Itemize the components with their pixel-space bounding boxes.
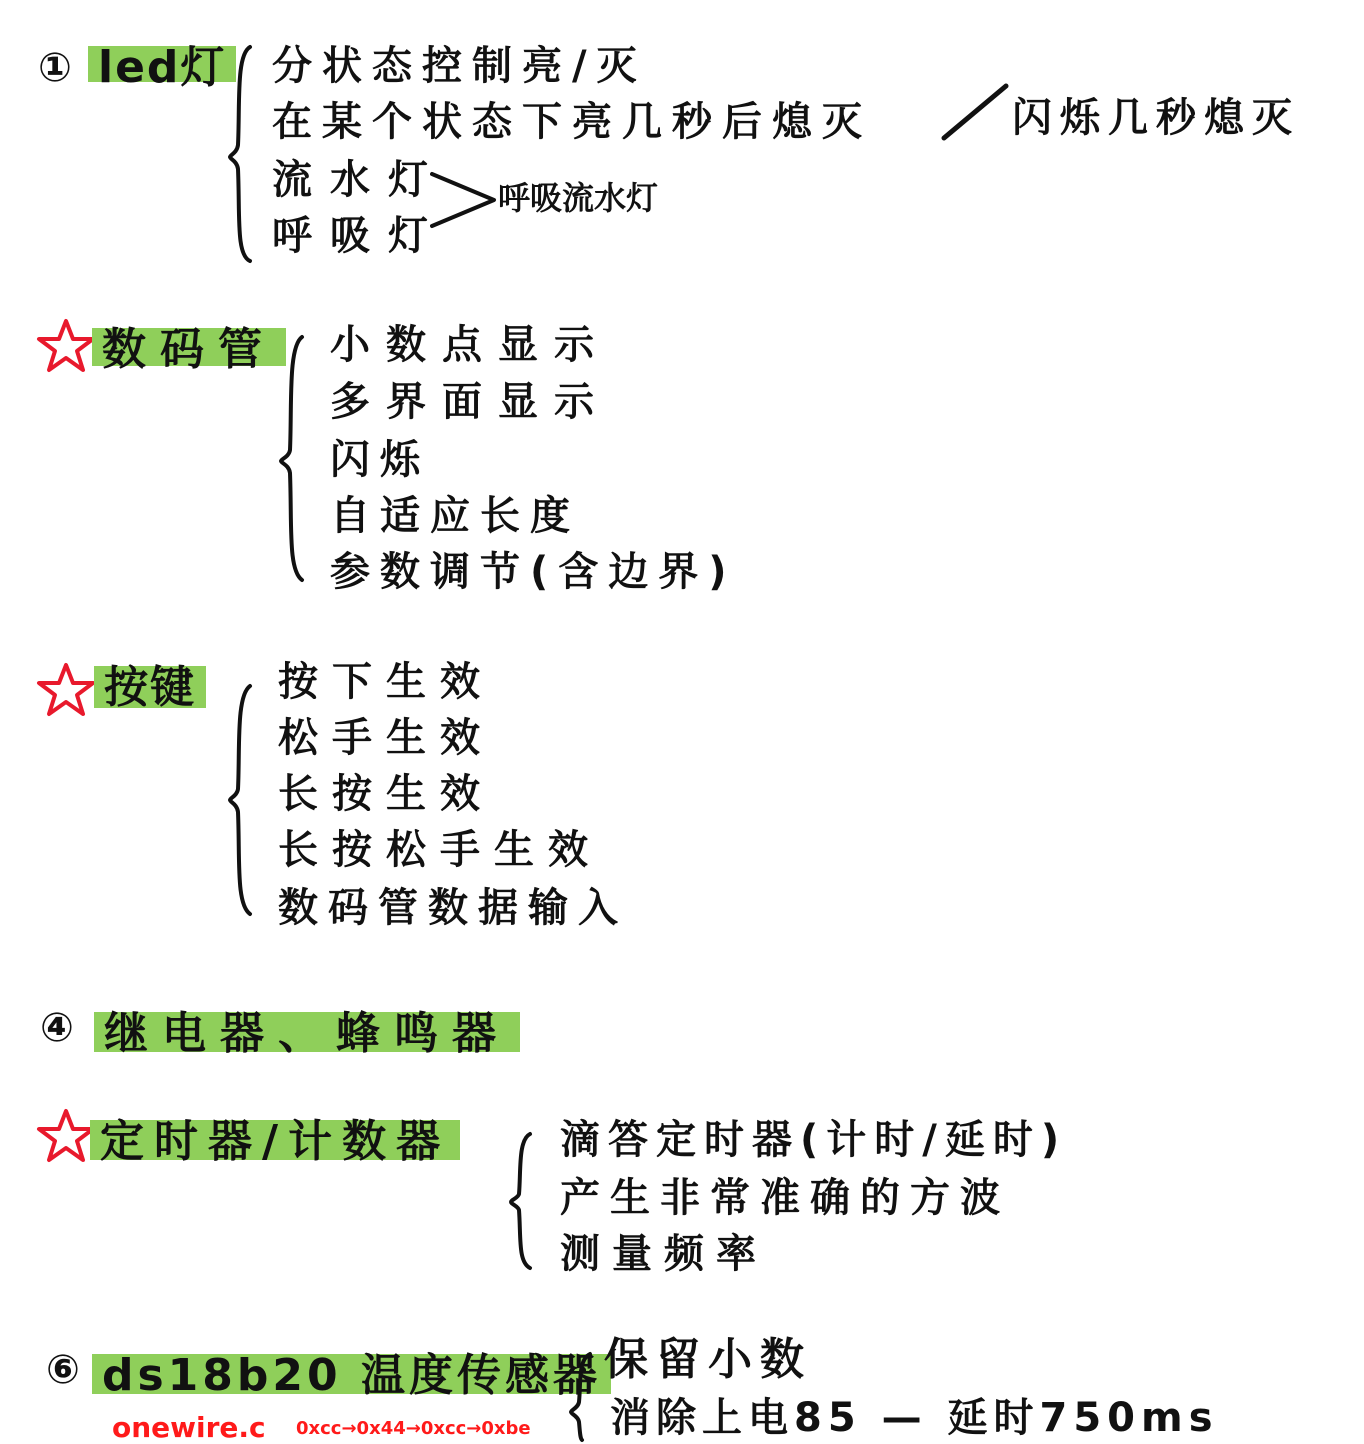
section-4-title: 继电器、蜂鸣器 (94, 1012, 520, 1052)
red-note-file: onewire.c (112, 1411, 266, 1444)
red-note-sequence: 0xcc→0x44→0xcc→0xbe (296, 1418, 531, 1439)
section-5-item: 测量频率 (560, 1231, 768, 1277)
section-1-brace (228, 45, 258, 265)
section-6-number: ⑥ (46, 1347, 80, 1393)
section-6-item: 消除上电85 — 延时750ms (610, 1395, 1219, 1441)
section-2-title: 数码管 (92, 328, 286, 366)
star-icon (36, 318, 96, 374)
section-6-brace (568, 1352, 598, 1442)
section-1-item: 分状态控制亮/灭 (272, 43, 647, 89)
section-5-brace (508, 1132, 538, 1272)
section-1-title: led灯 (88, 46, 236, 82)
section-2-item: 参数调节(含边界) (330, 549, 737, 595)
section-2-brace (278, 335, 308, 585)
section-2-item: 多界面显示 (330, 379, 610, 425)
slash-divider (940, 82, 1010, 142)
section-3-brace (228, 684, 258, 919)
section-6-item: 保留小数 (604, 1334, 812, 1385)
section-2-item: 小数点显示 (330, 322, 610, 368)
section-1-item: 在某个状态下亮几秒后熄灭 (272, 99, 872, 145)
section-1-item: 闪烁几秒熄灭 (1012, 95, 1300, 141)
section-6-title: ds18b20 温度传感器 (92, 1354, 611, 1394)
section-1-item: 流水灯 (272, 157, 446, 203)
section-5-title: 定时器/计数器 (90, 1120, 460, 1160)
star-icon (36, 662, 96, 718)
section-3-item: 长按生效 (278, 771, 494, 817)
section-3-title: 按键 (94, 666, 206, 708)
section-5-item: 产生非常准确的方波 (560, 1175, 1010, 1221)
star-icon (36, 1108, 96, 1164)
merge-arrow-icon (430, 170, 500, 230)
section-2-item: 自适应长度 (330, 493, 580, 539)
section-3-item: 松手生效 (278, 715, 494, 761)
section-3-item: 数码管数据输入 (278, 885, 628, 931)
section-5-item: 滴答定时器(计时/延时) (560, 1117, 1068, 1163)
section-3-item: 按下生效 (278, 659, 494, 705)
section-1-item: 呼吸灯 (272, 213, 446, 259)
section-4-number: ④ (40, 1005, 74, 1051)
section-2-item: 闪烁 (330, 437, 430, 483)
section-1-number: ① (38, 45, 72, 91)
section-1-merge-label: 呼吸流水灯 (498, 179, 659, 217)
section-3-item: 长按松手生效 (278, 827, 602, 873)
